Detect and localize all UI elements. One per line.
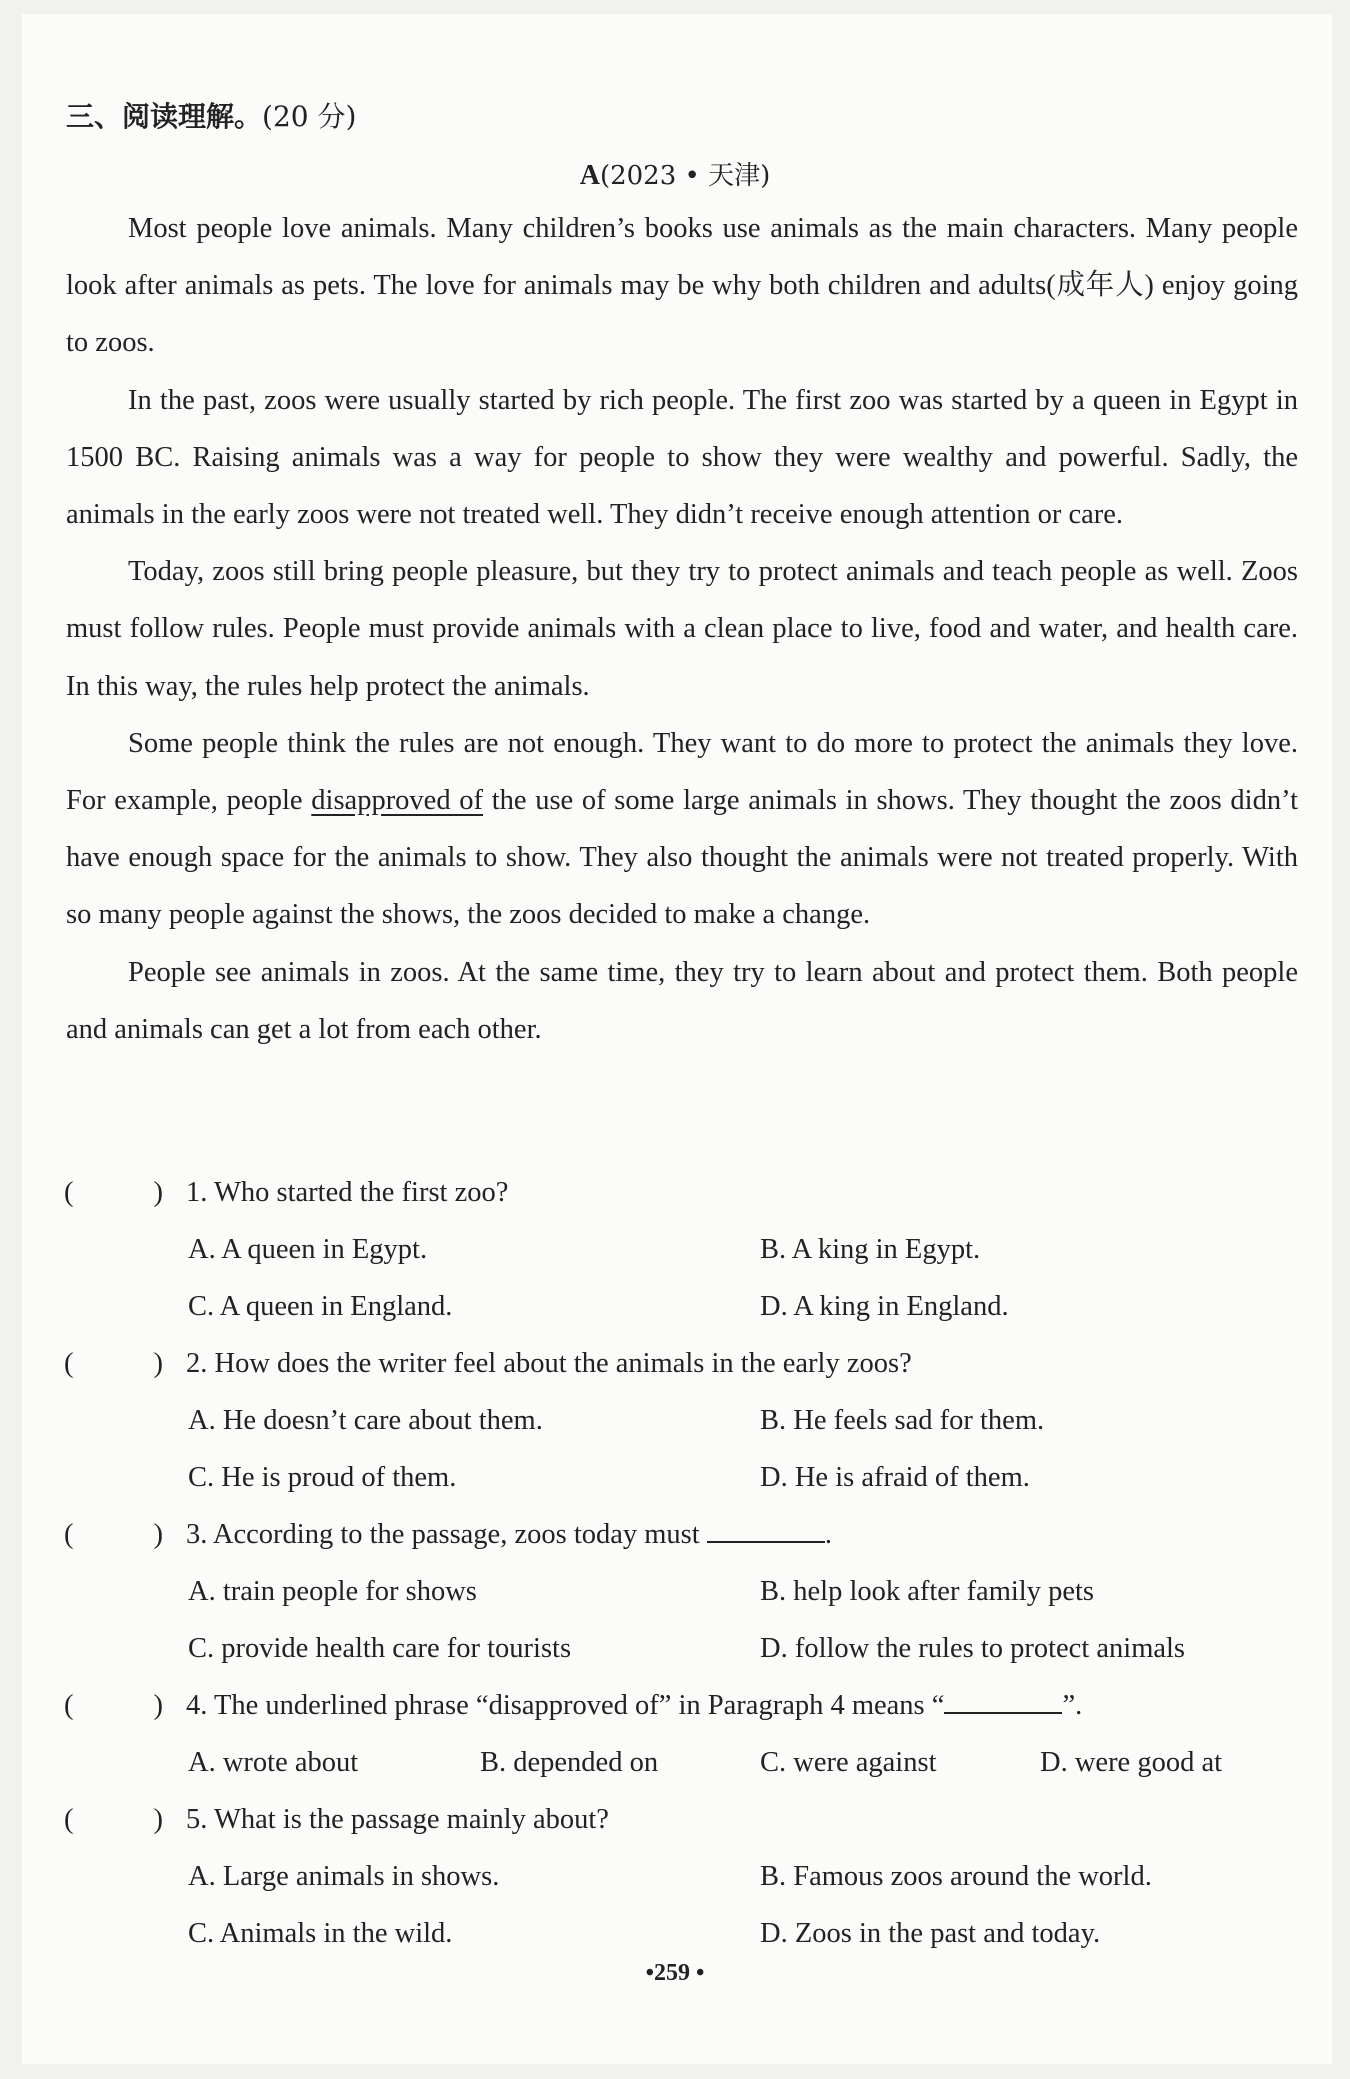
paragraph-2: In the past, zoos were usually started by rich people. The first zoo was started by a queen in Egypt in 1500 BC. Raising animals was a way for people to show they were wealthy and powerful. Sadly, the animals in the early zoos were not treated well. They didn’t receive enough attention or care.	[66, 384, 1298, 531]
fill-blank-3[interactable]	[707, 1519, 825, 1543]
q1-option-a: A. A queen in Egypt.	[188, 1234, 428, 1265]
q4-option-a: A. wrote about	[188, 1747, 359, 1778]
q1-option-d: D. A king in England.	[760, 1291, 1009, 1322]
q3-option-a: A. train people for shows	[188, 1576, 477, 1607]
paragraph-5: People see animals in zoos. At the same time, they try to learn about and protect them. Both people and animals can get a lot from each other.	[66, 956, 1298, 1045]
paragraph-3: Today, zoos still bring people pleasure, but they try to protect animals and teach people as well. Zoos must follow rules. People must provide animals with a clean place to live, food and water, and health care. In this way, the rules help protect the animals.	[66, 556, 1298, 702]
q4-option-b: B. depended on	[480, 1747, 659, 1778]
paragraph-1: Most people love animals. Many children’s books use animals as the main characters. Many people look after animals as pets. The love for animals may be why both children and adults(成年人) enjoy going to zoos.	[66, 213, 1298, 359]
q2-option-d: D. He is afraid of them.	[760, 1462, 1030, 1493]
section-score: (20 分)	[262, 100, 357, 133]
passage-label: A	[579, 160, 600, 191]
reading-passage	[66, 200, 1298, 1058]
question-4-stem: 4. The underlined phrase “disapproved of” in Paragraph 4 means “	[186, 1690, 945, 1721]
question-3: ( ) 3. According to the passage, zoos today must .	[64, 1519, 832, 1550]
answer-blank-1[interactable]: ( )	[64, 1177, 163, 1208]
paragraph-4-end: the use of some large animals in shows. They thought the zoos didn’t have enough space for the animals to show. They also thought the animals were not treated properly. With so many people against the shows, the zoos decided to make a change.	[66, 785, 1298, 931]
fill-blank-4[interactable]	[944, 1690, 1062, 1714]
q2-option-b: B. He feels sad for them.	[760, 1405, 1045, 1436]
q4-option-d: D. were good at	[1040, 1747, 1223, 1778]
q5-option-b: B. Famous zoos around the world.	[760, 1861, 1152, 1892]
question-4: ( ) 4. The underlined phrase “disapproved of” in Paragraph 4 means “ ”.	[64, 1690, 1083, 1721]
question-1-stem: 1. Who started the first zoo?	[186, 1177, 509, 1208]
question-3-stem: 3. According to the passage, zoos today must	[186, 1519, 700, 1550]
q5-option-d: D. Zoos in the past and today.	[760, 1918, 1101, 1949]
q3-option-c: C. provide health care for tourists	[188, 1633, 572, 1664]
answer-blank-2[interactable]: ( )	[64, 1348, 163, 1379]
underlined-phrase: disapproved of	[311, 785, 484, 817]
section-title	[66, 95, 356, 135]
passage-source: (2023 • 天津)	[599, 161, 771, 191]
section-title-text: 三、阅读理解。	[66, 100, 263, 133]
question-5	[64, 1804, 609, 1836]
q4-option-c: C. were against	[760, 1747, 937, 1778]
q5-option-c: C. Animals in the wild.	[188, 1918, 453, 1949]
question-2	[64, 1348, 912, 1380]
q2-option-a: A. He doesn’t care about them.	[188, 1405, 543, 1436]
q1-option-c: C. A queen in England.	[188, 1291, 453, 1322]
question-5-stem: 5. What is the passage mainly about?	[186, 1804, 609, 1835]
paragraph-4-start: Some people think the rules are not enough. They want to do more to protect the animals they love. For example, people	[66, 727, 1298, 817]
passage-title	[0, 155, 1350, 192]
q3-option-d: D. follow the rules to protect animals	[760, 1633, 1186, 1664]
q2-option-c: C. He is proud of them.	[188, 1462, 457, 1493]
q5-option-a: A. Large animals in shows.	[188, 1861, 500, 1892]
page-number: •259 •	[645, 1960, 705, 1986]
question-2-stem: 2. How does the writer feel about the animals in the early zoos?	[186, 1348, 912, 1379]
paragraph-4	[66, 715, 1298, 944]
answer-blank-4[interactable]: ( )	[64, 1690, 163, 1721]
answer-blank-3[interactable]: ( )	[64, 1519, 163, 1550]
answer-blank-5[interactable]: ( )	[64, 1804, 163, 1835]
q3-option-b: B. help look after family pets	[760, 1576, 1094, 1607]
q1-option-b: B. A king in Egypt.	[760, 1234, 981, 1265]
question-1	[64, 1177, 508, 1209]
